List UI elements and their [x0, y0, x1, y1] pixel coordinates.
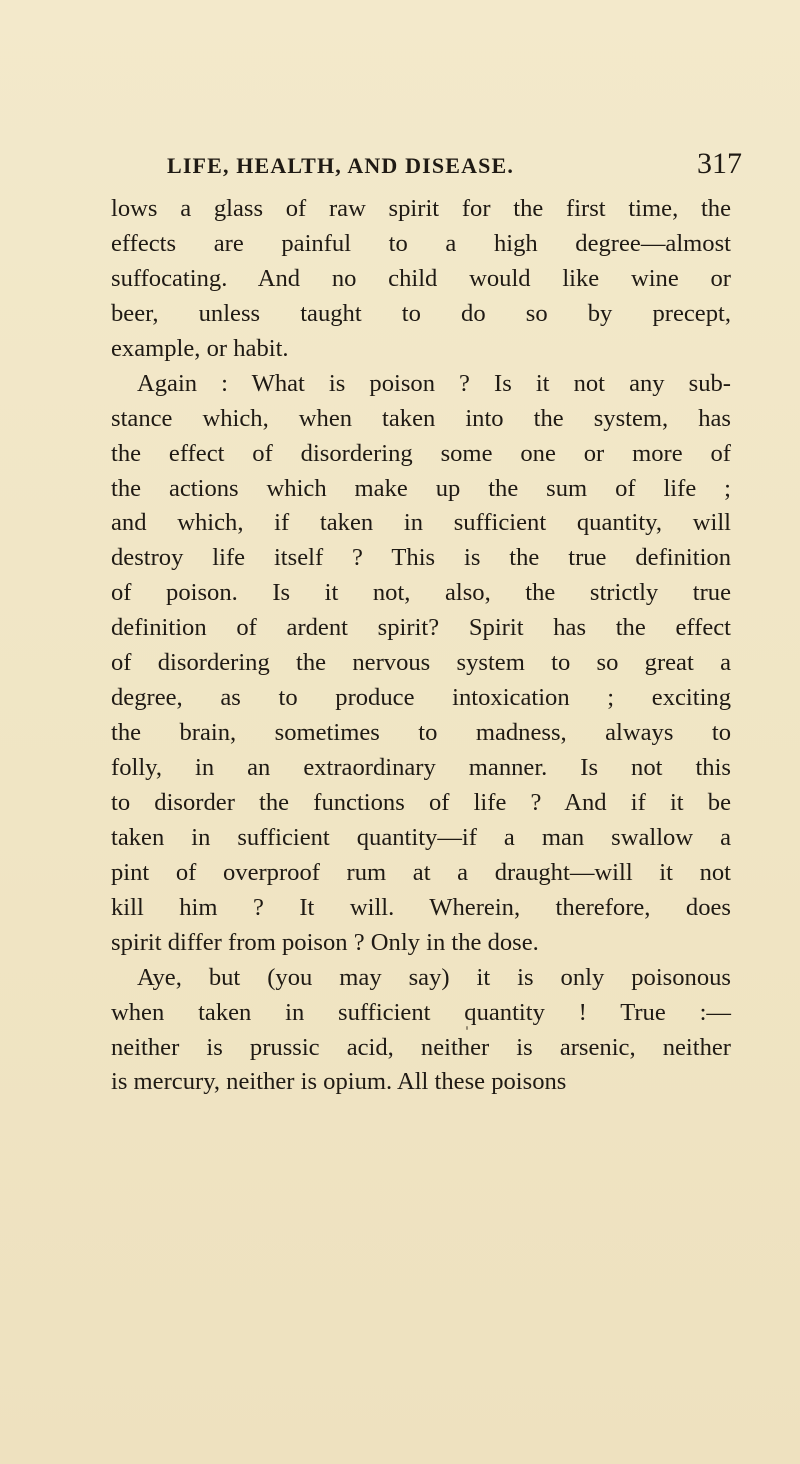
text-line: Aye, but (you may say) it is only poisonous — [137, 963, 731, 991]
page-number: 317 — [697, 147, 742, 180]
text-line: example, or habit. — [111, 334, 289, 362]
text-line: kill him ? It will. Wherein, therefore, does — [111, 893, 731, 921]
text-line: pint of overproof rum at a draught—will it not — [111, 858, 731, 886]
text-line: the actions which make up the sum of life ; — [111, 474, 731, 502]
text-line: lows a glass of raw spirit for the first time, the — [111, 195, 731, 222]
text-line: degree, as to produce intoxication ; exciting — [111, 684, 731, 712]
text-line: the effect of disordering some one or more of — [111, 439, 731, 467]
text-line: stance which, when taken into the system, has — [111, 404, 731, 432]
text-line: the brain, sometimes to madness, always to — [111, 719, 731, 747]
text-line: folly, in an extraordinary manner. Is not this — [111, 754, 731, 781]
text-line: is mercury, neither is opium. All these poisons — [111, 1068, 567, 1096]
paper-speck — [466, 1026, 468, 1030]
page-header — [167, 149, 742, 189]
text-line: taken in sufficient quantity—if a man swallow a — [111, 823, 731, 851]
text-line: and which, if taken in sufficient quantity, will — [111, 509, 731, 537]
text-line: to disorder the functions of life ? And if it be — [111, 788, 731, 816]
text-line: when taken in sufficient quantity ! True :— — [111, 998, 731, 1026]
text-line: of poison. Is it not, also, the strictly true — [111, 579, 731, 607]
text-line: beer, unless taught to do so by precept, — [111, 299, 731, 327]
text-line: definition of ardent spirit? Spirit has the effect — [111, 614, 731, 642]
text-line: neither is prussic acid, neither is arsenic, neither — [111, 1033, 731, 1061]
text-line: Again : What is poison ? Is it not any sub- — [137, 369, 731, 397]
text-line: destroy life itself ? This is the true definition — [111, 544, 731, 572]
body-text — [111, 192, 731, 1100]
text-line: of disordering the nervous system to so great a — [111, 649, 731, 677]
text-line: suffocating. And no child would like wine or — [111, 264, 731, 292]
running-head: LIFE, HEALTH, AND DISEASE. — [167, 153, 514, 178]
text-line: spirit differ from poison ? Only in the dose. — [111, 928, 539, 956]
text-line: effects are painful to a high degree—almost — [111, 229, 731, 257]
